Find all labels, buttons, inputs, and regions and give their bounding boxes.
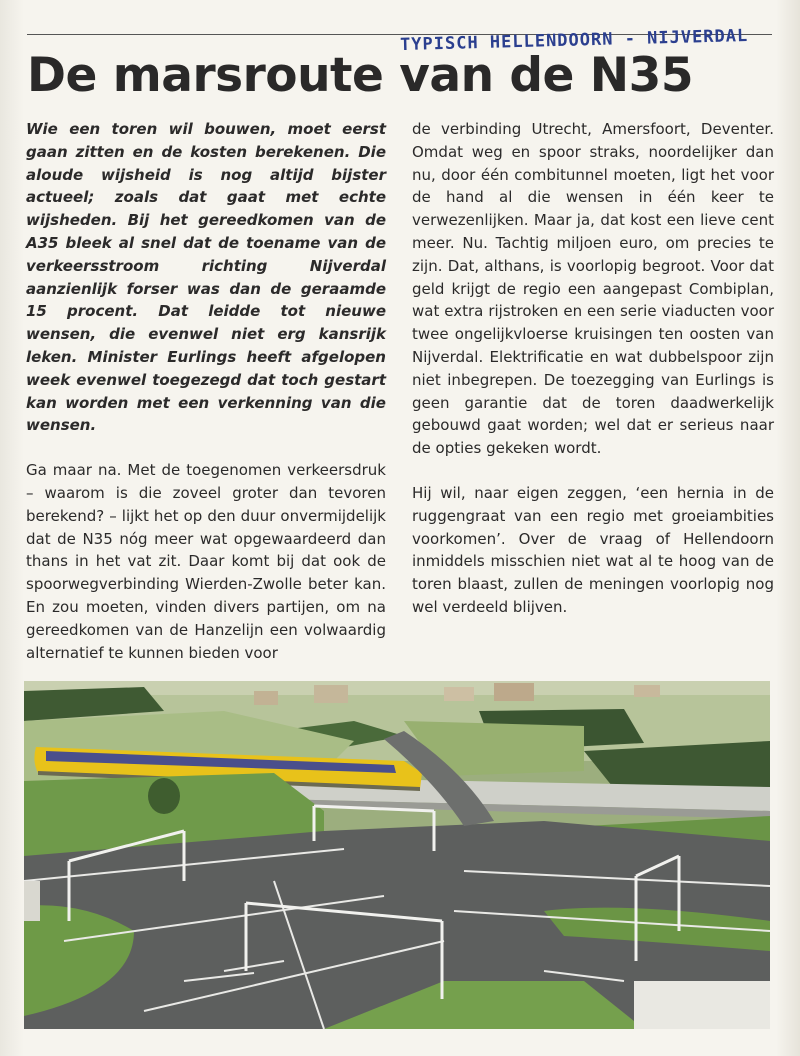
body-paragraph-3: Hij wil, naar eigen zeggen, ‘een hernia in de ruggengraat van een regio met groeiambities voorkomen’. Over de vraag of Hellendoorn inmiddels misschien niet wat al te hoog van de toren blaast, zullen de meningen voorlopig nog wel verdeeld blijven.: [412, 483, 774, 616]
body-paragraph-1: Ga maar na. Met de toegenomen verkeersdruk – waarom is die zoveel groter dan tevoren berekend? – lijkt het op den duur onvermijdelijk dat de N35 nóg meer wat opgewaardeerd dan thans in het vat zit. Daar komt bij dat ook de spoorwegverbinding Wierden-Zwolle beter kan. En zou moeten, vinden divers partijen, om na gereedkomen van de Hanzelijn een volwaardig alternatief te kunnen bieden voor: [26, 461, 386, 662]
body-paragraph-2: de verbinding Utrecht, Amersfoort, Deventer. Omdat weg en spoor straks, noordelijker dan nu, door één combitunnel moeten, ligt het voor de hand al die wensen in één keer te verwezenlijken. Maar ja, dat kost een lieve cent meer. Nu. Tachtig miljoen euro, om precies te zijn. Dat, althans, is voorlopig begroot. Voor dat geld krijgt de regio een aangepast Combiplan, wat extra rijstroken en een serie viaducten voor twee ongelijkvloerse kruisingen ten oosten van Nijverdal. Elektrificatie en wat dubbelspoor zijn niet inbegrepen. De toezegging van Eurlings is geen garantie dat de toren daadwerkelijk gebouwd gaat worden; wel dat er serieus naar de opties gekeken wordt.: [412, 120, 774, 458]
left-column: [26, 118, 386, 664]
article-headline: De marsroute van de N35: [27, 48, 694, 103]
handwritten-note: TYPISCH HELLENDOORN - NIJVERDAL: [399, 25, 749, 56]
lead-paragraph: Wie een toren wil bouwen, moet eerst gaan zitten en de kosten berekenen. Die aloude wijsheid is nog altijd bijster actueel; zoals dat gaat met echte wijsheden. Bij het gereedkomen van de A35 bleek al snel dat de toename van de verkeersstroom richting Nijverdal aanzienlijk forser was dan de geraamde 15 procent. Dat leidde tot nieuwe wensen, die evenwel niet erg kansrijk leken. Minister Eurlings heeft afgelopen week evenwel toegezegd dat toch gestart kan worden met een verkenning van die wensen.: [26, 120, 386, 435]
infrastructure-rendering-image: [24, 681, 770, 1029]
right-column: [412, 118, 774, 619]
